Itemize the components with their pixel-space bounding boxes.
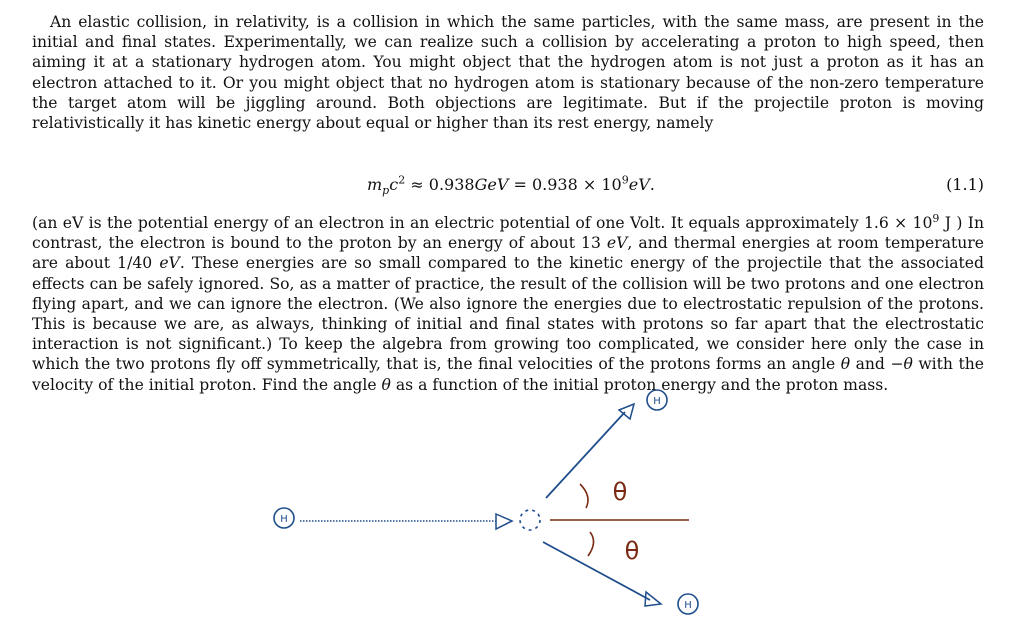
p2-text-2: J ) In contrast, the electron is bound to the proton by an energy of about 13	[32, 214, 984, 253]
upper-angle-label: θ	[612, 478, 628, 506]
p2-ev-unit-1: eV	[606, 234, 628, 253]
p2-text-7: as a function of the initial proton energy and the proton mass.	[390, 375, 889, 394]
eq-ev-unit: eV	[628, 175, 650, 194]
eq-superscript: 2	[398, 173, 406, 187]
p2-text-4: . These energies are so small compared to the kinetic energy of the projectile that the associated effects can be safely ignored. So, as a matter of practice, the result of the collision will be two protons and one electron flying apart, and we can ignore the electron. (We also ignore the energies due to electrostatic repulsion of the protons. This is because we are, as always, thinking of initial and final states with protons so far apart that the electrostatic interaction is not significant.) To keep the algebra from growing too complicated, we consider here only the case in which the two protons fly off symmetrically, that is, the final velocities of the protons forms an angle	[32, 254, 984, 374]
upper-proton-label: H	[653, 396, 661, 407]
eq-period: .	[649, 175, 655, 194]
p2-theta-1: θ	[840, 355, 851, 374]
upper-proton	[647, 390, 667, 410]
p2-text-6: with the velocity of the initial proton. Find the angle	[32, 355, 984, 394]
upper-angle-arc	[580, 484, 588, 508]
eq-gev-unit: GeV	[474, 175, 509, 194]
eq-exponent: 9	[621, 173, 629, 187]
incoming-proton	[274, 508, 294, 528]
eq-subscript: p	[382, 184, 390, 198]
eq-mass-symbol: m	[367, 175, 383, 194]
lower-angle-label: θ	[624, 537, 640, 565]
lower-angle-arc	[588, 532, 594, 556]
p2-exponent: 9	[932, 211, 940, 225]
lower-proton-label: H	[684, 600, 692, 611]
p2-text-3: , and thermal energies at room temperature are about 1/40	[32, 234, 984, 273]
eq-approx-value: ≈ 0.938	[405, 175, 475, 194]
target-proton-dashed	[520, 510, 540, 530]
p2-text-1: (an eV is the potential energy of an electron in an electric potential of one Volt. It equals approximately 1.6 × 10	[32, 214, 933, 232]
p2-theta-3: θ	[381, 375, 391, 394]
intro-paragraph: An elastic collision, in relativity, is a collision in which the same particles, with the same mass, are present in the initial and final states. Experimentally, we can realize such a collision by accelerating a proton to high speed, then aiming it at a stationary hydrogen atom. You might object that the hydrogen atom is not just a proton as it has an electron attached to it. Or you might object that no hydrogen atom is stationary because of the non-zero temperature the target atom will be jiggling around. Both objections are legitimate. But if the projectile proton is moving relativistically it has kinetic energy about equal or higher than its rest energy, namely	[32, 13, 984, 133]
incoming-proton-label: H	[280, 514, 288, 525]
equation-number: (1.1)	[946, 175, 984, 194]
p2-theta-2: θ	[903, 355, 913, 374]
eq-equals-value: = 0.938 × 10	[508, 175, 622, 194]
lower-proton	[678, 594, 698, 614]
incoming-arrowhead	[496, 514, 512, 529]
eq-c-symbol: c	[389, 175, 399, 194]
p2-ev-unit-2: eV	[159, 254, 180, 273]
p2-text-5: and −	[850, 355, 904, 374]
